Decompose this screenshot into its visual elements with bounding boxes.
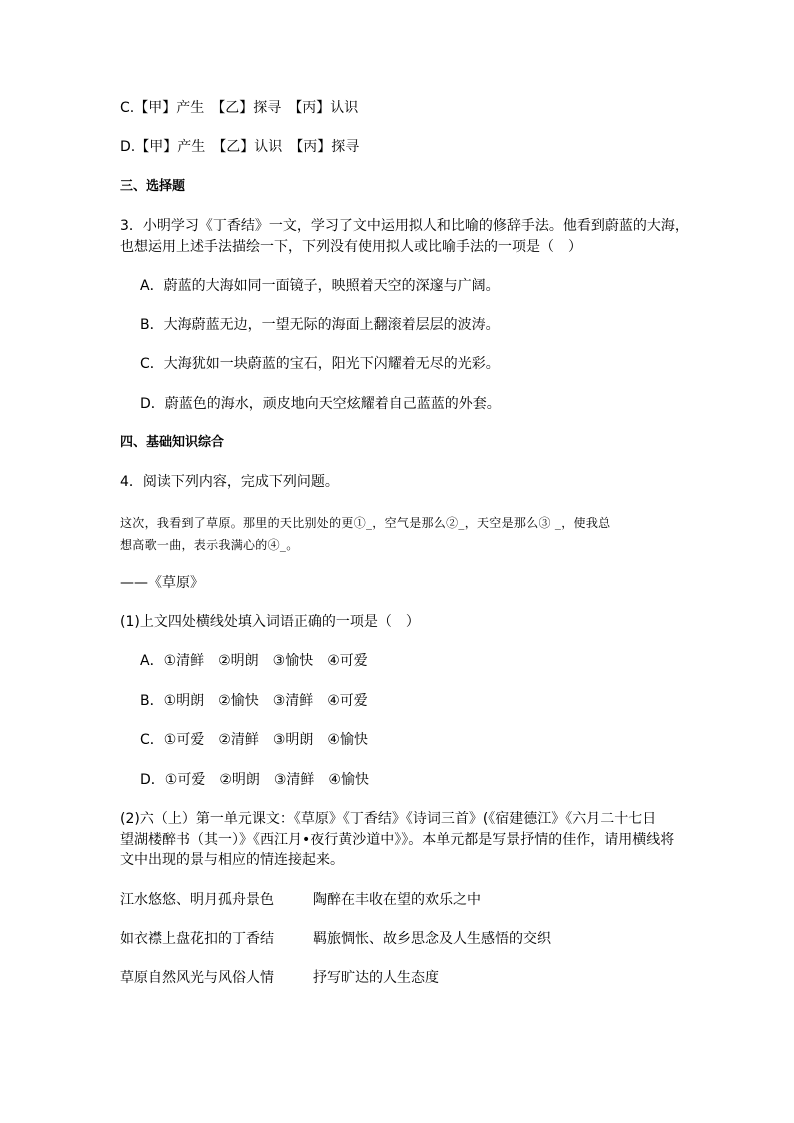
q2-option-c: C.【甲】产生 【乙】探寻 【丙】认识 [120, 100, 359, 116]
match-scene-3: 草原自然风光与风俗人情 [120, 970, 274, 986]
q3-option-b: B．大海蔚蓝无边，一望无际的海面上翻滚着层层的波涛。 [140, 317, 500, 333]
q4-passage-source: ——《草原》 [120, 575, 204, 591]
q4-sub2-line1: (2)六（上）第一单元课文：《草原》《丁香结》《诗词三首》(《宿建德江》《六月二十七日 [120, 811, 657, 827]
q3-stem-line2: 也想运用上述手法描绘一下，下列没有使用拟人或比喻手法的一项是（ ） [120, 239, 582, 255]
q4-sub2-line3: 文中出现的景与相应的情连接起来。 [120, 852, 344, 868]
q3-option-c: C．大海犹如一块蔚蓝的宝石，阳光下闪耀着无尽的光彩。 [140, 356, 500, 372]
section-4-title: 四、基础知识综合 [120, 435, 225, 450]
match-emotion-2: 羁旅惆怅、故乡思念及人生感悟的交织 [313, 931, 551, 947]
q4-sub1-option-c: C．①可爱 ②清鲜 ③明朗 ④愉快 [140, 732, 368, 748]
q4-sub1-option-b: B．①明朗 ②愉快 ③清鲜 ④可爱 [140, 693, 368, 709]
q3-option-d: D．蔚蓝色的海水，顽皮地向天空炫耀着自己蓝蓝的外套。 [140, 396, 501, 412]
match-scene-1: 江水悠悠、明月孤舟景色 [120, 892, 274, 908]
match-emotion-3: 抒写旷达的人生态度 [313, 970, 439, 986]
q4-stem: 4．阅读下列内容，完成下列问题。 [120, 474, 339, 490]
q4-passage-line2: 想高歌一曲，表示我满心的④_。 [120, 538, 299, 552]
q4-sub2-line2: 望湖楼醉书（其一）》《西江月•夜行黄沙道中》》。本单元都是写景抒情的佳作，请用横线将 [120, 832, 675, 848]
q4-sub1-option-d: D．①可爱 ②明朗 ③清鲜 ④愉快 [140, 772, 369, 788]
match-emotion-1: 陶醉在丰收在望的欢乐之中 [313, 892, 481, 908]
q4-sub1-option-a: A．①清鲜 ②明朗 ③愉快 ④可爱 [140, 653, 368, 669]
q3-stem-line1: 3．小明学习《丁香结》一文，学习了文中运用拟人和比喻的修辞手法。他看到蔚蓝的大海， [120, 218, 689, 234]
q2-option-d: D.【甲】产生 【乙】认识 【丙】探寻 [120, 139, 360, 155]
q3-option-a: A．蔚蓝的大海如同一面镜子，映照着天空的深邃与广阔。 [140, 278, 500, 294]
q4-sub1-stem: (1)上文四处横线处填入词语正确的一项是（ ） [120, 614, 420, 630]
match-scene-2: 如衣襟上盘花扣的丁香结 [120, 931, 274, 947]
section-3-title: 三、选择题 [120, 179, 186, 194]
q4-passage-line1: 这次，我看到了草原。那里的天比别处的更①_，空气是那么②_，天空是那么③ _，使我总 [120, 516, 611, 530]
